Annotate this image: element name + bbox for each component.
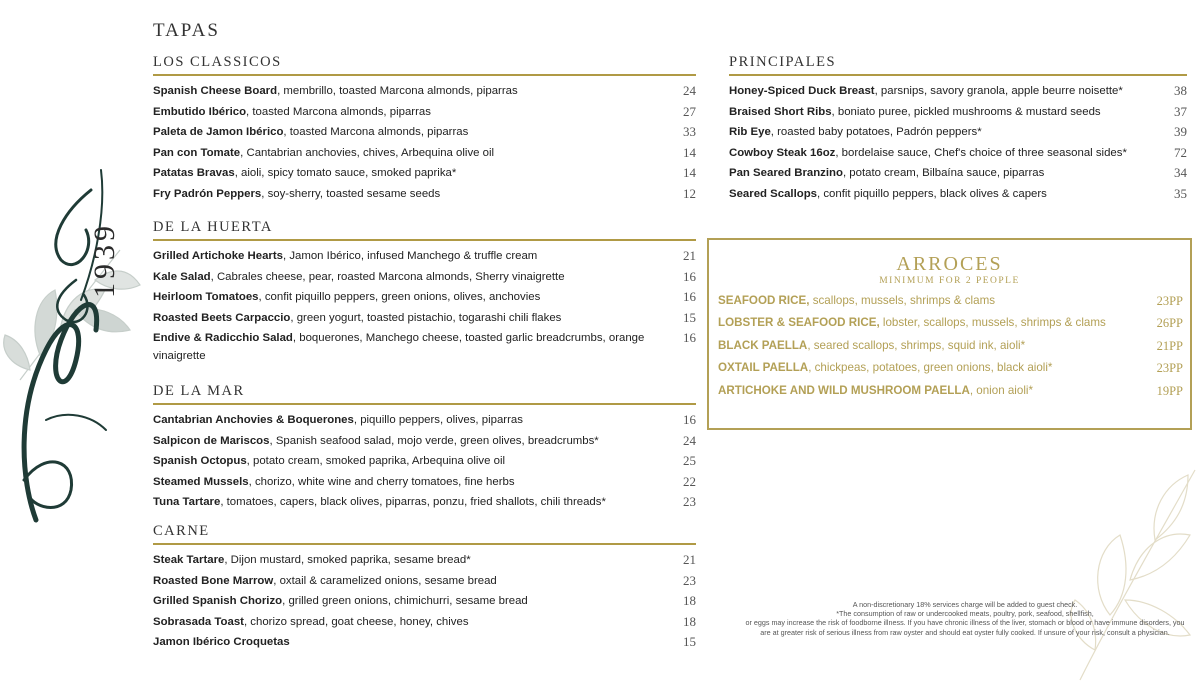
menu-item: Seared Scallops, confit piquillo peppers, black olives & capers 35 xyxy=(729,185,1187,201)
menu-item: Salpicon de Mariscos, Spanish seafood salad, mojo verde, green olives, breadcrumbs* 24 xyxy=(153,432,696,448)
menu-item: Endive & Radicchio Salad, boquerones, Manchego cheese, toasted garlic breadcrumbs, orange vinaigrette 16 xyxy=(153,330,696,363)
menu-item: Fry Padrón Peppers, soy-sherry, toasted sesame seeds 12 xyxy=(153,185,696,201)
menu-item: Kale Salad, Cabrales cheese, pear, roasted Marcona almonds, Sherry vinaigrette 16 xyxy=(153,268,696,284)
arroces-item: LOBSTER & SEAFOOD RICE, lobster, scallops, mussels, shrimps & clams 26PP xyxy=(718,316,1183,331)
section-title: PRINCIPALES xyxy=(729,54,1187,76)
footnote xyxy=(740,600,1190,637)
menu-item: Honey-Spiced Duck Breast, parsnips, savory granola, apple beurre noisette* 38 xyxy=(729,83,1187,98)
footnote-raw-warning-2: or eggs may increase the risk of foodborne illness. If you have chronic illness of the liver, stomach or blood or have immune disorders, you are at greater risk of serious illness from raw oyster and should eat oyster fully cooked. If unsure of your risk, consult a physician. xyxy=(745,618,1185,637)
menu-item: Roasted Bone Marrow, oxtail & caramelized onions, sesame bread 23 xyxy=(153,572,696,588)
arroces-box xyxy=(707,238,1192,430)
section-title: LOS CLASSICOS xyxy=(153,54,696,76)
footnote-raw-warning-1: *The consumption of raw or undercooked meats, poultry, pork, seafood, shellfish, xyxy=(836,609,1094,619)
arroces-item: SEAFOOD RICE, scallops, mussels, shrimps & clams 23PP xyxy=(718,294,1183,308)
menu-item: Pan Seared Branzino, potato cream, Bilbaína sauce, piparras 34 xyxy=(729,165,1187,181)
menu-item: Jamon Ibérico Croquetas 15 xyxy=(153,634,696,650)
brand-column xyxy=(0,0,145,686)
menu-item: Grilled Spanish Chorizo, grilled green onions, chimichurri, sesame bread 18 xyxy=(153,593,696,609)
menu-item: Rib Eye, roasted baby potatoes, Padrón peppers* 39 xyxy=(729,124,1187,140)
olive-leaf-decoration-icon xyxy=(1070,440,1200,686)
page-title: TAPAS xyxy=(153,20,220,41)
menu-item: Tuna Tartare, tomatoes, capers, black olives, piparras, ponzu, fried shallots, chili threads* 23 xyxy=(153,494,696,510)
brand-name xyxy=(45,245,75,445)
menu-item: Cantabrian Anchovies & Boquerones, piquillo peppers, olives, piparras 16 xyxy=(153,412,696,427)
menu-item: Embutido Ibérico, toasted Marcona almonds, piparras 27 xyxy=(153,103,696,119)
arroces-item: BLACK PAELLA, seared scallops, shrimps, squid ink, aioli* 21PP xyxy=(718,338,1183,353)
arroces-item: ARTICHOKE AND WILD MUSHROOM PAELLA, onion aioli* 19PP xyxy=(718,383,1183,398)
menu-item: Pan con Tomate, Cantabrian anchovies, chives, Arbequina olive oil 14 xyxy=(153,144,696,160)
section-title: DE LA MAR xyxy=(153,383,696,405)
menu-item: Grilled Artichoke Hearts, Jamon Ibérico, infused Manchego & truffle cream 21 xyxy=(153,248,696,263)
menu-item: Roasted Beets Carpaccio, green yogurt, toasted pistachio, togarashi chili flakes 15 xyxy=(153,309,696,325)
arroces-item: OXTAIL PAELLA, chickpeas, potatoes, green onions, black aioli* 23PP xyxy=(718,361,1183,376)
section-carne xyxy=(153,523,696,653)
menu-item: Steak Tartare, Dijon mustard, smoked paprika, sesame bread* 21 xyxy=(153,552,696,567)
arroces-title: ARROCES xyxy=(896,253,1003,275)
menu-item: Cowboy Steak 16oz, bordelaise sauce, Chef's choice of three seasonal sides* 72 xyxy=(729,144,1187,160)
arroces-list xyxy=(718,290,1183,402)
menu-item: Paleta de Jamon Ibérico, toasted Marcona almonds, piparras 33 xyxy=(153,124,696,140)
section-principales xyxy=(729,54,1187,205)
brand-year: 1939 xyxy=(88,222,121,298)
menu-item: Spanish Cheese Board, membrillo, toasted Marcona almonds, piparras 24 xyxy=(153,83,696,98)
menu-item: Steamed Mussels, chorizo, white wine and cherry tomatoes, fine herbs 22 xyxy=(153,473,696,489)
menu-item: Heirloom Tomatoes, confit piquillo peppers, green onions, olives, anchovies 16 xyxy=(153,289,696,305)
section-mar xyxy=(153,383,696,513)
section-title: CARNE xyxy=(153,523,696,545)
section-classicos xyxy=(153,54,696,205)
menu-item: Sobrasada Toast, chorizo spread, goat cheese, honey, chives 18 xyxy=(153,613,696,629)
section-title: DE LA HUERTA xyxy=(153,219,696,241)
menu-item: Spanish Octopus, potato cream, smoked paprika, Arbequina olive oil 25 xyxy=(153,453,696,469)
footnote-service-charge: A non-discretionary 18% services charge will be added to guest check. xyxy=(852,600,1078,609)
section-huerta xyxy=(153,219,696,365)
menu-item: Braised Short Ribs, boniato puree, pickled mushrooms & mustard seeds 37 xyxy=(729,103,1187,119)
menu-item: Patatas Bravas, aioli, spicy tomato sauce, smoked paprika* 14 xyxy=(153,165,696,181)
arroces-subtitle: MINIMUM FOR 2 PEOPLE xyxy=(879,276,1020,286)
